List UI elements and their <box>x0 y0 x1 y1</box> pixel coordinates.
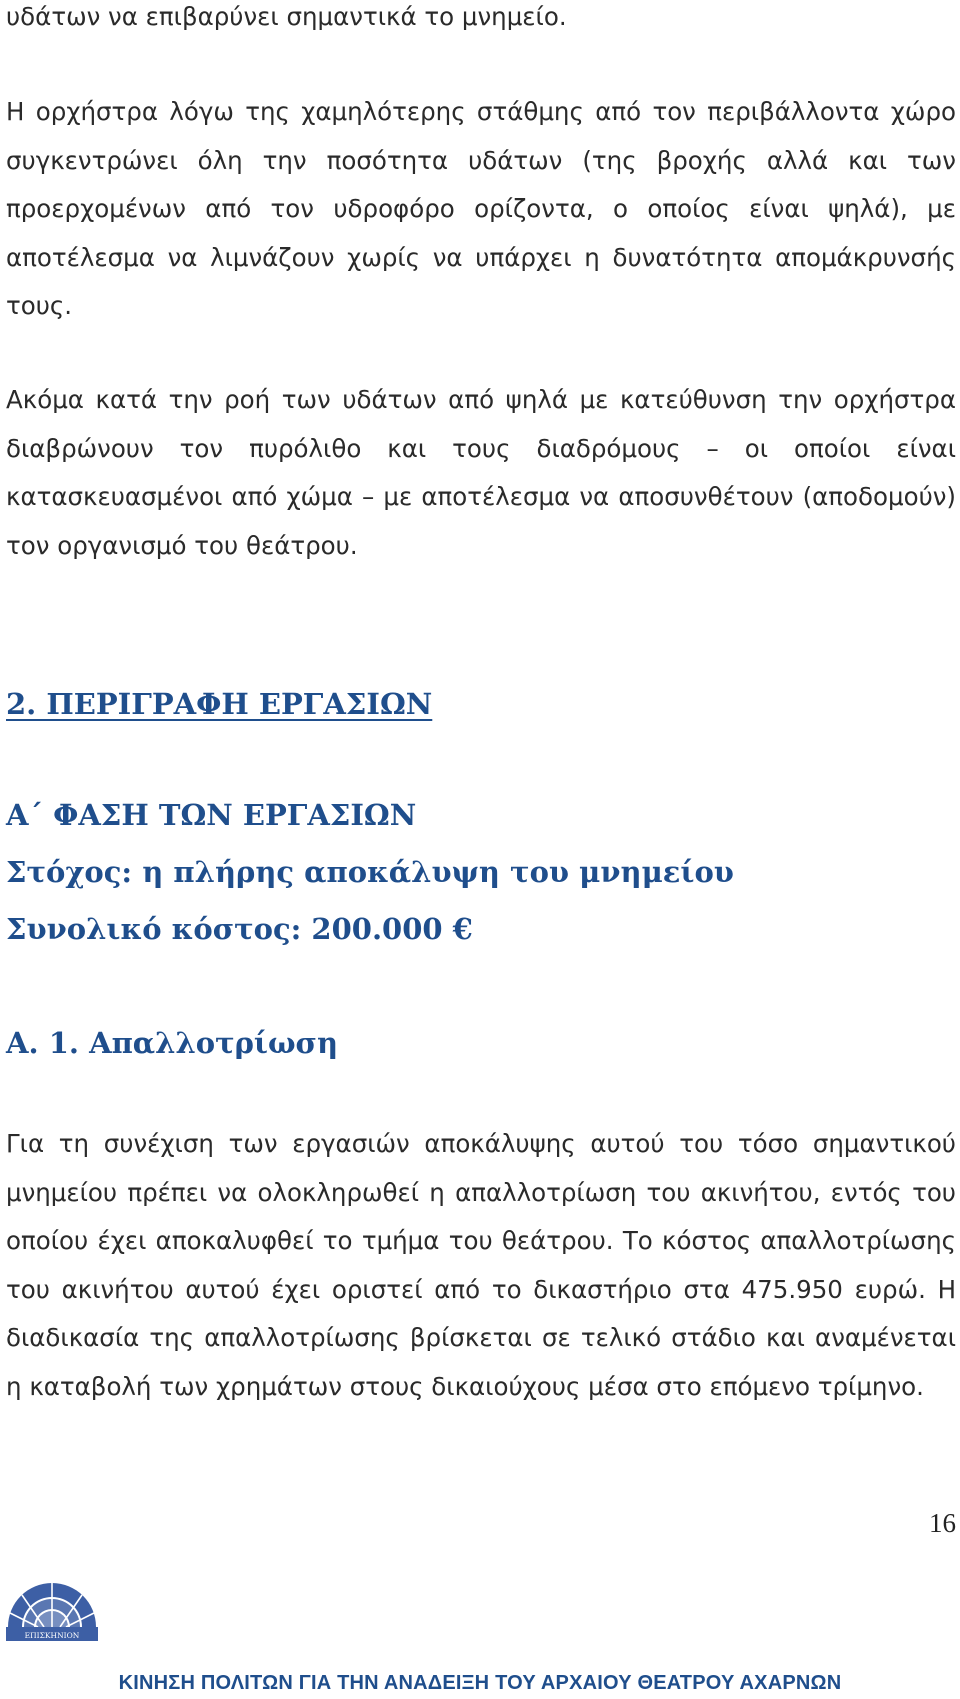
page-number: 16 <box>929 1508 956 1538</box>
paragraph-expropriation: Για τη συνέχιση των εργασιών αποκάλυψης αυτού του τόσο σημαντικού μνημείου πρέπει να ολοκληρωθεί η απαλλοτρίωση του ακινήτου, εντός του οποίου έχει αποκαλυφθεί το τμήμα του θεάτρου. Το κόστος απαλλοτρίωσης του ακινήτου αυτού έχει οριστεί από το δικαστήριο στα 475.950 ευρώ. Η διαδικασία της απαλλοτρίωσης βρίσκεται σε τελικό στάδιο και αναμένεται η καταβολή των χρημάτων στους δικαιούχους μέσα στο επόμενο τρίμηνο. <box>6 1129 956 1401</box>
section-heading: 2. ΠΕΡΙΓΡΑΦΗ ΕΡΓΑΣΙΩΝ <box>6 687 433 721</box>
paragraph-continuation: υδάτων να επιβαρύνει σημαντικά το μνημείο. <box>6 2 567 31</box>
footer-organization: ΚΙΝΗΣΗ ΠΟΛΙΤΩΝ ΓΙΑ ΤΗΝ ΑΝΑΔΕΙΞΗ ΤΟΥ ΑΡΧΑΙΟΥ ΘΕΑΤΡΟΥ ΑΧΑΡΝΩΝ <box>118 1672 842 1694</box>
logo-text: ΕΠΙΣΚΗΝΙΟΝ <box>24 1631 80 1640</box>
theatre-logo-icon <box>4 1567 100 1649</box>
goal-heading: Στόχος: η πλήρης αποκάλυψη του μνημείου <box>6 855 734 889</box>
cost-heading: Συνολικό κόστος: 200.000 € <box>6 912 473 946</box>
subsection-heading: Α. 1. Απαλλοτρίωση <box>6 1026 339 1060</box>
paragraph-orchestra-water: Η ορχήστρα λόγω της χαμηλότερης στάθμης από τον περιβάλλοντα χώρο συγκεντρώνει όλη την ποσότητα υδάτων (της βροχής αλλά και των προερχομένων από τον υδροφόρο ορίζοντα, ο οποίος είναι ψηλά), με αποτέλεσμα να λιμνάζουν χωρίς να υπάρχει η δυνατότητα απομάκρυνσής τους. <box>6 97 956 320</box>
paragraph-erosion: Ακόμα κατά την ροή των υδάτων από ψηλά με κατεύθυνση την ορχήστρα διαβρώνουν τον πυρόλιθο και τους διαδρόμους – οι οποίοι είναι κατασκευασμένοι από χώμα – με αποτέλεσμα να αποσυνθέτουν (αποδομούν) τον οργανισμό του θεάτρου. <box>6 385 956 560</box>
phase-heading: Α΄ ΦΑΣΗ ΤΩΝ ΕΡΓΑΣΙΩΝ <box>6 798 417 832</box>
